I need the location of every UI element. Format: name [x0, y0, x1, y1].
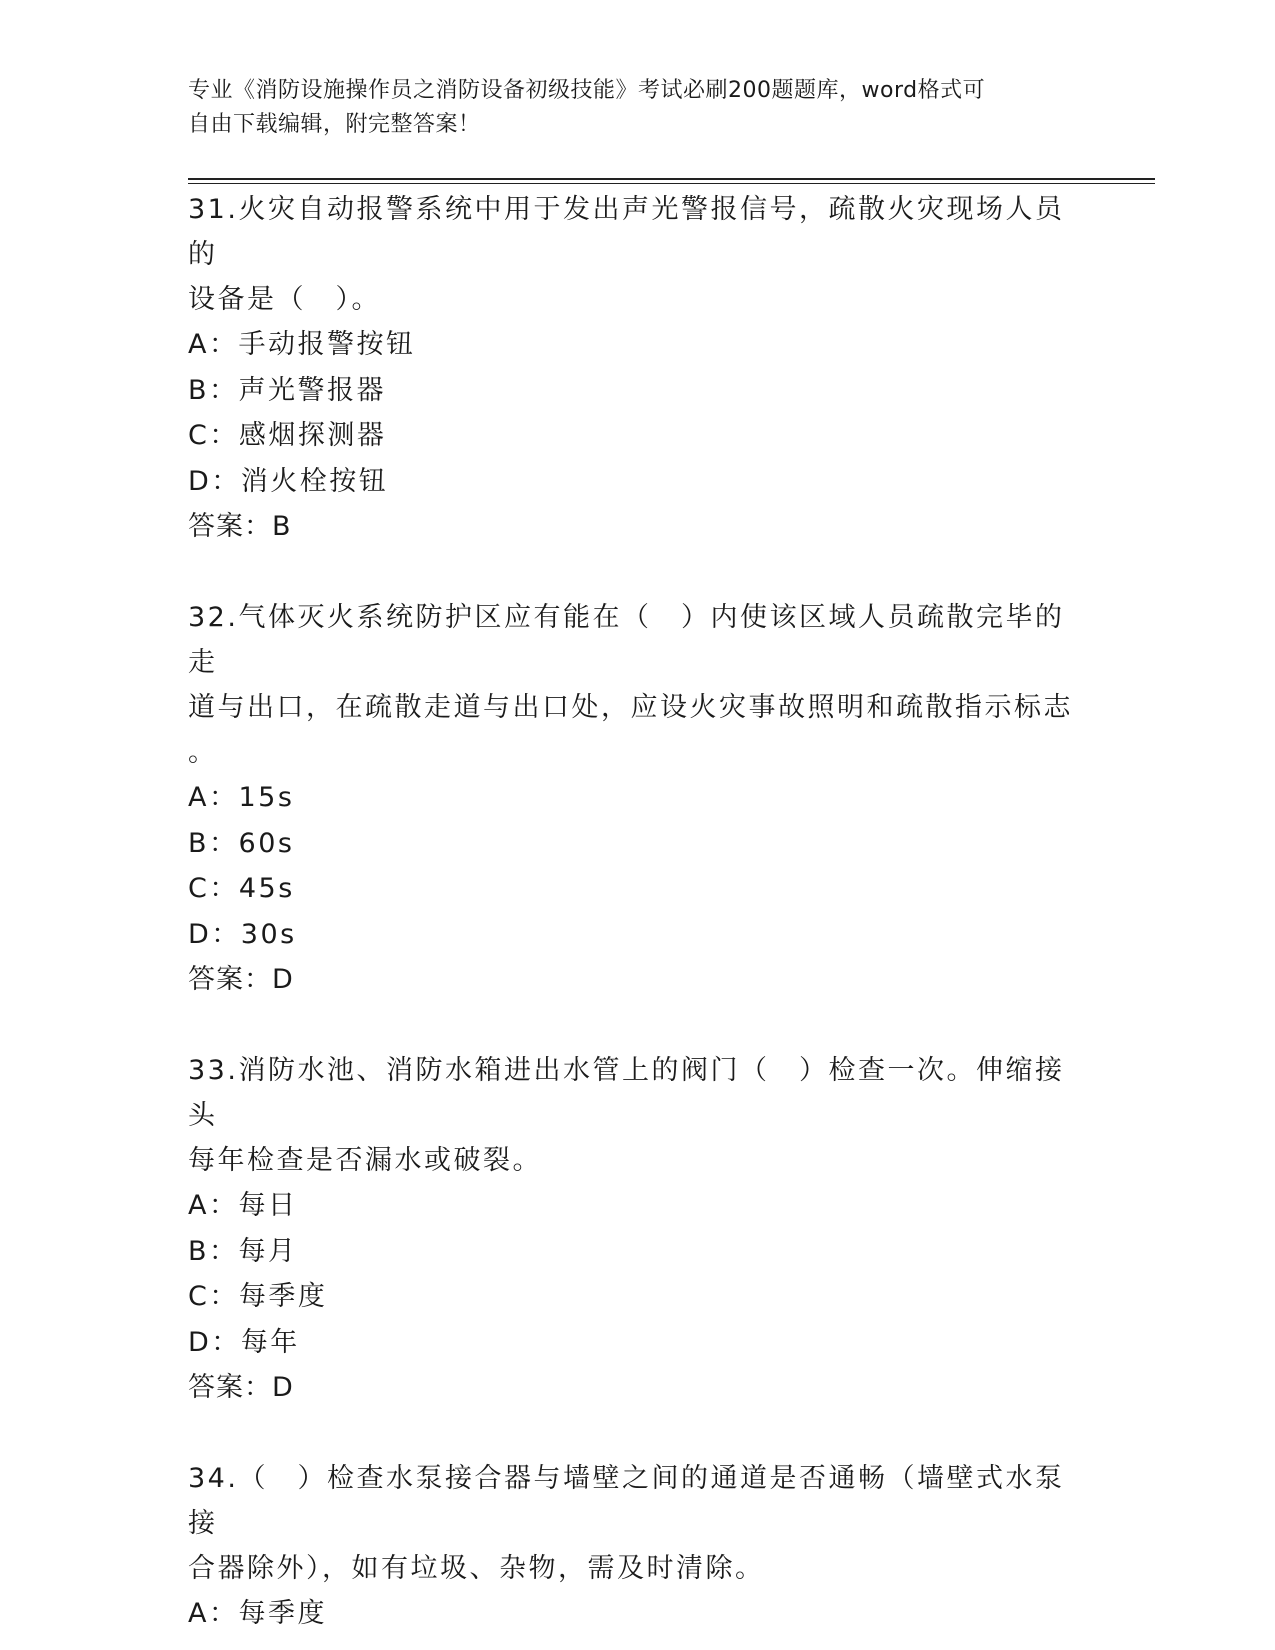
- question-34: [188, 1456, 1088, 1637]
- question-stem-line: 34.（ ）检查水泵接合器与墙壁之间的通道是否通畅（墙壁式水泵接: [188, 1462, 1065, 1539]
- option-c: C：45s: [188, 873, 295, 905]
- option-a: A：手动报警按钮: [188, 329, 416, 360]
- option-c: C：每季度: [188, 1281, 328, 1313]
- option-a: A：每季度: [188, 1597, 327, 1629]
- question-spacer: [188, 1411, 1088, 1456]
- question-stem-line: 。: [188, 736, 218, 768]
- option-b: B：60s: [188, 827, 295, 859]
- option-c: C：感烟探测器: [188, 420, 387, 452]
- option-b: B：每月: [188, 1235, 298, 1267]
- option-d: D：每年: [188, 1326, 300, 1358]
- header-divider-thin: [188, 183, 1155, 184]
- option-a: A：15s: [188, 781, 295, 813]
- answer-line: 答案：D: [188, 1372, 294, 1404]
- question-spacer: [188, 1003, 1088, 1048]
- question-stem-line: 每年检查是否漏水或破裂。: [188, 1144, 542, 1176]
- question-stem-line: 33.消防水池、消防水箱进出水管上的阀门（ ）检查一次。伸缩接头: [188, 1054, 1065, 1131]
- question-list: [188, 187, 1088, 1637]
- answer-line: 答案：D: [188, 964, 294, 996]
- option-d: D：消火栓按钮: [188, 465, 389, 497]
- document-header: [188, 74, 1068, 142]
- option-b: B：声光警报器: [188, 374, 387, 406]
- question-stem-line: 32.气体灭火系统防护区应有能在（ ）内使该区域人员疏散完毕的走: [188, 601, 1065, 678]
- answer-line: 答案：B: [188, 511, 292, 543]
- question-stem-line: 道与出口，在疏散走道与出口处，应设火灾事故照明和疏散指示标志: [188, 691, 1073, 723]
- question-31: [188, 187, 1088, 550]
- header-line-1: 专业《消防设施操作员之消防设备初级技能》考试必刷200题题库，word格式可: [188, 78, 986, 103]
- question-stem-line: 合器除外），如有垃圾、杂物，需及时清除。: [188, 1552, 765, 1584]
- question-spacer: [188, 550, 1088, 595]
- question-33: [188, 1048, 1088, 1411]
- option-d: D：30s: [188, 918, 297, 950]
- question-32: [188, 595, 1088, 1003]
- question-stem-line: 设备是（ ）。: [188, 284, 381, 315]
- header-line-2: 自由下载编辑，附完整答案！: [188, 112, 481, 137]
- header-divider: [188, 178, 1155, 180]
- question-stem-line: 31.火灾自动报警系统中用于发出声光警报信号，疏散火灾现场人员的: [188, 194, 1065, 270]
- option-a: A：每日: [188, 1189, 298, 1221]
